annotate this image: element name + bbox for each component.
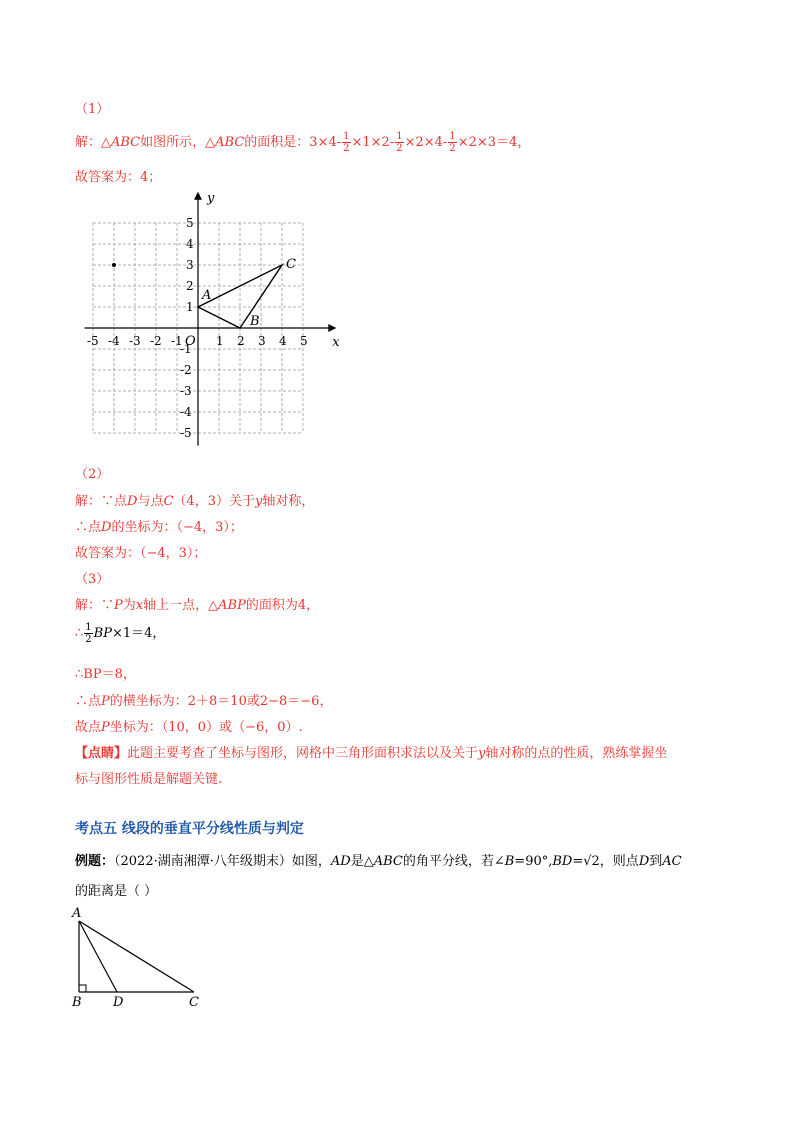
x-tick-label: 4 bbox=[279, 334, 287, 348]
part3-line5: 故点P坐标为：（10，0）或（−6，0）. bbox=[75, 720, 303, 735]
x-tick-label: 2 bbox=[237, 334, 245, 348]
x-tick-label: -2 bbox=[150, 334, 162, 348]
x-tick-label: -1 bbox=[171, 334, 183, 348]
part1-solution: 解：△ABC如图所示，△ABC的面积是：3×4- $\frac{1}{2}$ ×1×2- $\frac{1}{2}$ ×2×4- $\frac{1}{2}$ ×2×3＝4， bbox=[75, 131, 531, 154]
part3-equation: ∴ $\frac{1}{2}$ BP×1＝4， bbox=[75, 622, 166, 645]
point-label-a: A bbox=[202, 288, 212, 303]
part3-label: （3） bbox=[75, 572, 110, 587]
part3-line1: 解：∵P为x轴上一点，△ABP的面积为4， bbox=[75, 598, 320, 613]
triangle-abc bbox=[112, 257, 296, 329]
y-tick-label: 4 bbox=[186, 237, 194, 251]
y-tick-label: 5 bbox=[186, 216, 194, 230]
example-line1: 例题：（2022·湖南湘潭·八年级期末）如图，AD是△ABC的角平分线，若∠B=90°,BD=√2，则点D到AC bbox=[75, 854, 682, 869]
coordinate-graph bbox=[70, 185, 350, 450]
x-tick-label: 5 bbox=[300, 334, 308, 348]
y-axis-label: y bbox=[207, 190, 215, 206]
part2-line1: 解：∵点D与点C（4，3）关于y轴对称， bbox=[75, 494, 315, 509]
comment-line2: 标与图形性质是解题关键. bbox=[75, 772, 223, 787]
y-axis-arrow bbox=[194, 192, 202, 200]
x-tick-label: -4 bbox=[108, 334, 120, 348]
x-axis-label: x bbox=[332, 335, 340, 350]
part3-line4: ∴点P的横坐标为：2＋8＝10或2−8＝−6， bbox=[75, 694, 333, 709]
part3-line3: ∴BP＝8， bbox=[75, 667, 136, 682]
x-tick-label: 3 bbox=[258, 334, 266, 348]
origin-label: O bbox=[185, 334, 196, 349]
label-a: A bbox=[72, 906, 82, 921]
point-label-c: C bbox=[286, 257, 296, 272]
y-tick-label: -2 bbox=[180, 363, 192, 377]
y-tick-label: 2 bbox=[186, 279, 194, 293]
right-angle-mark bbox=[79, 985, 86, 992]
y-tick-label: -1 bbox=[180, 342, 192, 356]
x-axis-arrow bbox=[328, 324, 336, 332]
graph-axes bbox=[85, 192, 337, 446]
comment-line1: 【点睛】此题主要考查了坐标与图形，网格中三角形面积求法以及关于y轴对称的点的性质，熟练掌握坐 bbox=[75, 746, 668, 761]
part2-label: （2） bbox=[75, 467, 110, 482]
y-tick-label: -3 bbox=[180, 384, 192, 398]
part1-label: （1） bbox=[75, 102, 110, 117]
section-title: 考点五 线段的垂直平分线性质与判定 bbox=[75, 821, 304, 837]
y-tick-label: -4 bbox=[180, 405, 192, 419]
label-d: D bbox=[113, 995, 124, 1008]
x-tick-label: -5 bbox=[87, 334, 99, 348]
point-label-b: B bbox=[250, 314, 260, 329]
y-tick-label: -5 bbox=[180, 426, 192, 440]
x-tick-label: -3 bbox=[129, 334, 141, 348]
triangle-figure bbox=[68, 903, 208, 1008]
example-line2: 的距离是（ ） bbox=[75, 884, 158, 899]
part1-answer: 故答案为：4； bbox=[75, 170, 162, 185]
y-tick-label: 1 bbox=[186, 300, 194, 314]
side-ac bbox=[79, 921, 194, 992]
label-c: C bbox=[189, 995, 199, 1008]
part2-answer: 故答案为：（−4，3）； bbox=[75, 546, 207, 561]
segment-ad bbox=[79, 921, 117, 992]
y-tick-label: 3 bbox=[186, 258, 194, 272]
part2-line2: ∴点D的坐标为：（−4，3）； bbox=[75, 520, 243, 535]
x-tick-label: 1 bbox=[216, 334, 224, 348]
label-b: B bbox=[72, 995, 82, 1008]
point-marker bbox=[112, 263, 116, 267]
